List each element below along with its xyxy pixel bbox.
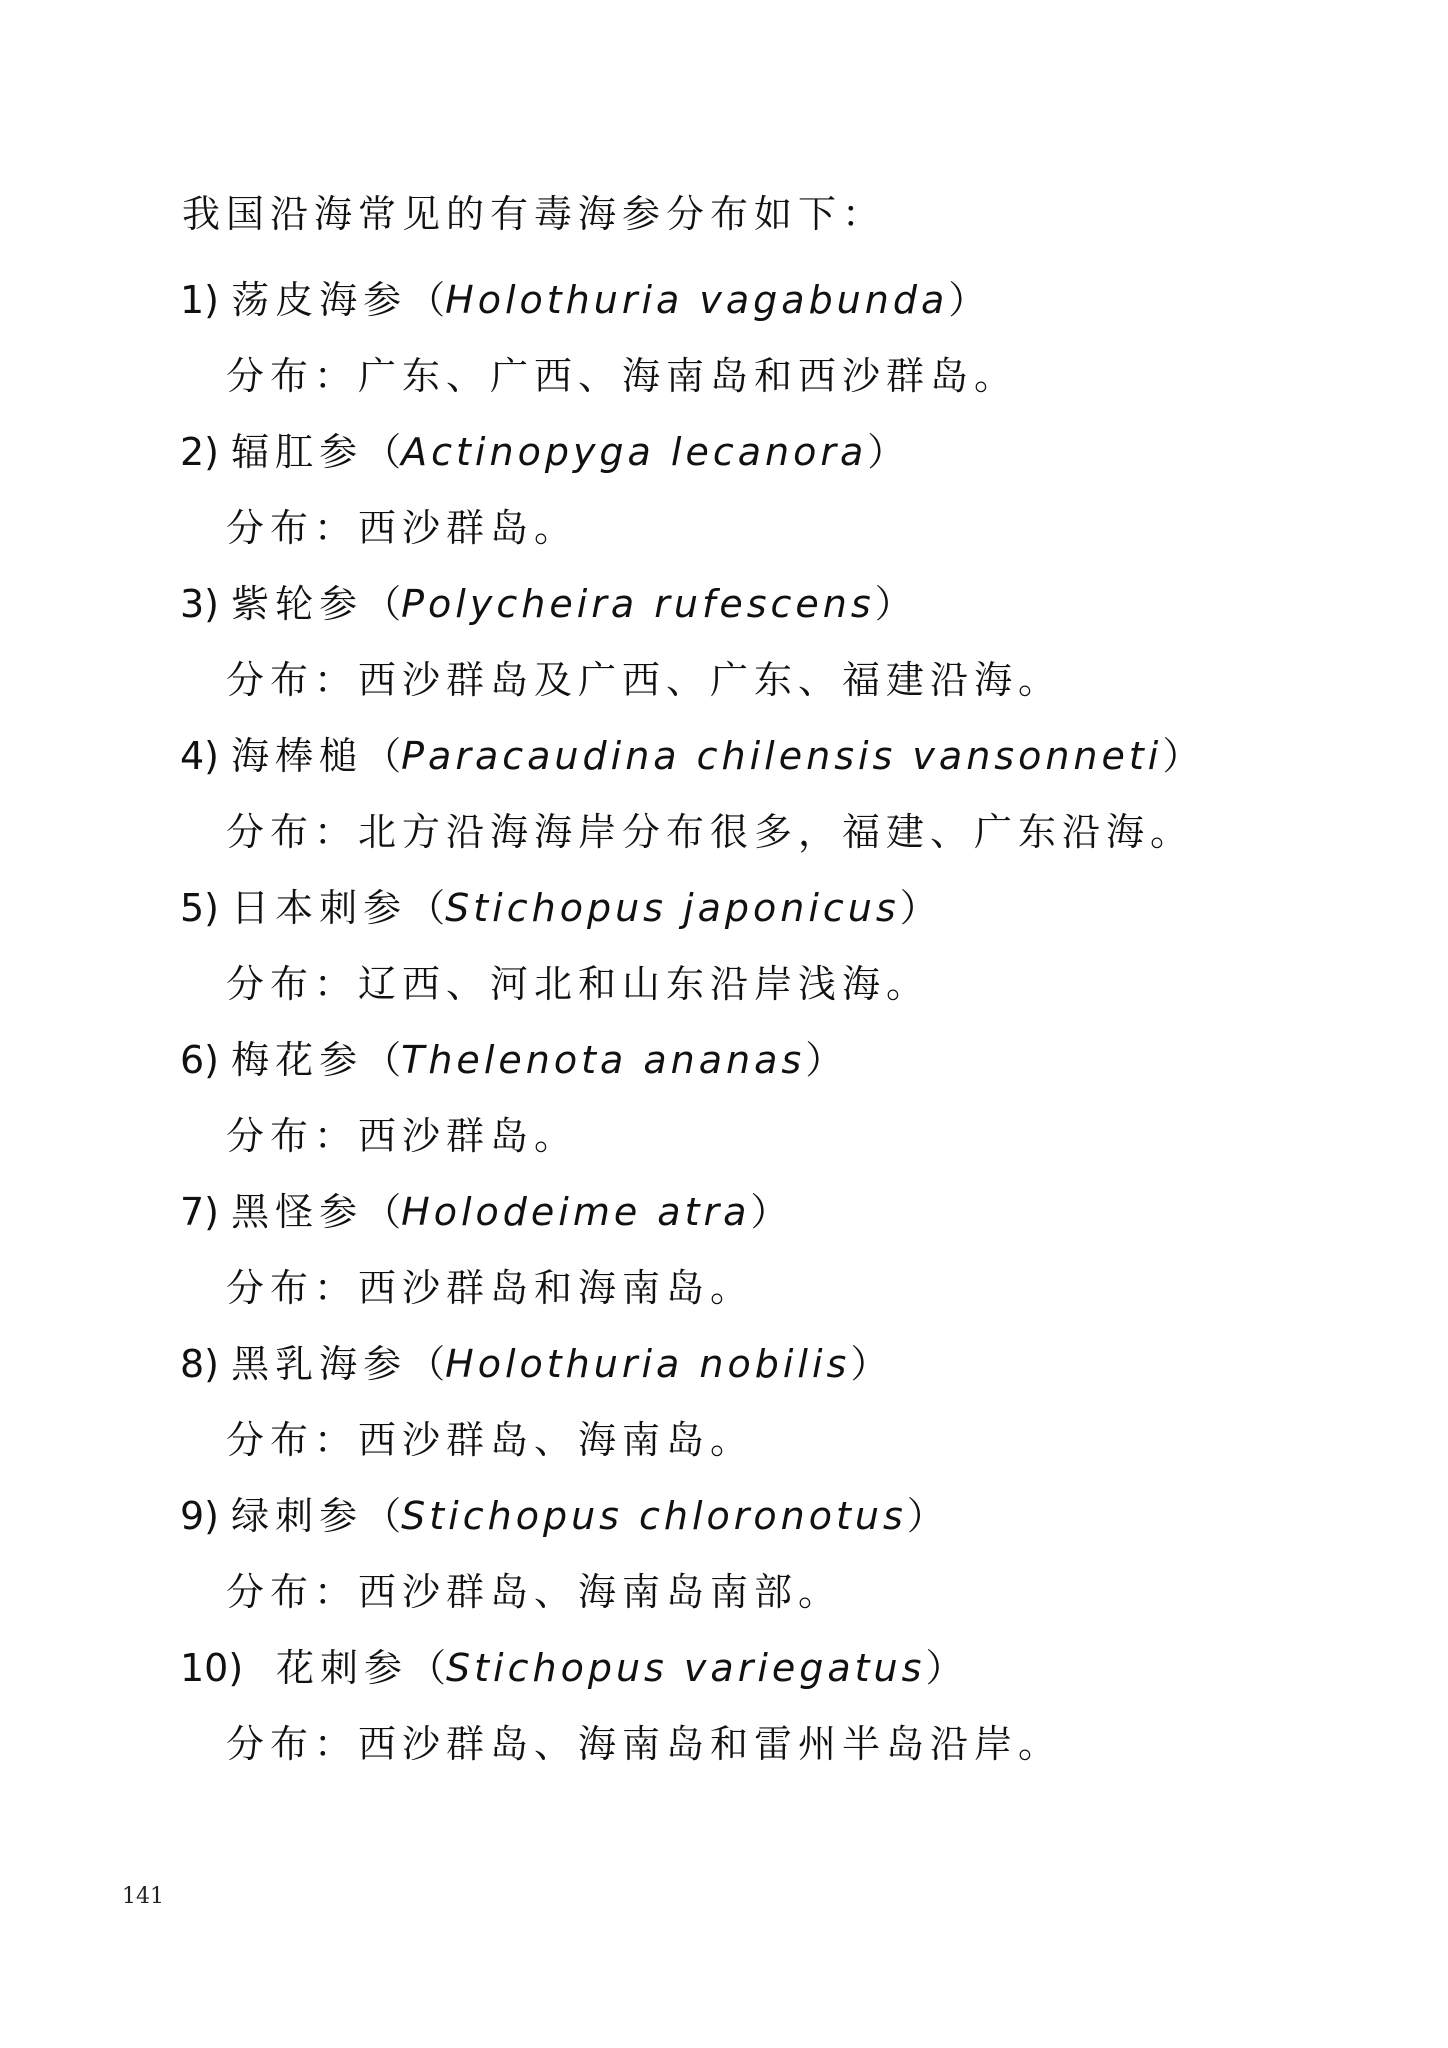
close-paren: ） [925,1646,964,1690]
item-number: 6) [180,1038,220,1082]
open-paren: （ [407,278,446,322]
species-latin-name: Polycheira rufescens [401,582,875,626]
close-paren: ） [948,278,987,322]
list-item [180,1326,1360,1478]
open-paren: （ [363,734,402,778]
item-number: 10) [180,1646,244,1690]
species-chinese-name: 黑乳海参 [231,1342,408,1386]
species-chinese-name: 荡皮海参 [231,278,408,322]
close-paren: ） [1162,734,1201,778]
species-heading [180,1478,1360,1554]
species-chinese-name: 花刺参 [276,1646,409,1690]
close-paren: ） [867,430,906,474]
open-paren: （ [408,1646,447,1690]
open-paren: （ [407,1342,446,1386]
species-distribution: 分布：辽西、河北和山东沿岸浅海。 [226,962,931,1006]
close-paren: ） [899,886,938,930]
list-item [180,414,1360,566]
list-item [180,1174,1360,1326]
open-paren: （ [363,1190,402,1234]
species-heading [180,1174,1360,1250]
species-heading [180,414,1360,490]
item-number: 3) [180,582,220,626]
species-distribution: 分布：西沙群岛、海南岛和雷州半岛沿岸。 [226,1722,1063,1766]
species-chinese-name: 黑怪参 [231,1190,364,1234]
species-distribution: 分布：广东、广西、海南岛和西沙群岛。 [226,354,1019,398]
species-distribution: 分布：西沙群岛。 [226,506,579,550]
item-number: 7) [180,1190,220,1234]
close-paren: ） [805,1038,844,1082]
species-heading [180,718,1360,794]
species-chinese-name: 辐肛参 [231,430,364,474]
close-paren: ） [750,1190,789,1234]
species-distribution: 分布：西沙群岛、海南岛。 [226,1418,755,1462]
species-distribution: 分布：西沙群岛和海南岛。 [226,1266,755,1310]
intro-text: 我国沿海常见的有毒海参分布如下： [182,192,887,236]
page-number: 141 [122,1884,164,1909]
close-paren: ） [906,1494,945,1538]
open-paren: （ [407,886,446,930]
species-chinese-name: 绿刺参 [231,1494,364,1538]
species-latin-name: Stichopus chloronotus [401,1494,907,1538]
list-item [180,566,1360,718]
species-chinese-name: 日本刺参 [231,886,408,930]
item-number: 5) [180,886,220,930]
close-paren: ） [850,1342,889,1386]
species-distribution: 分布：西沙群岛及广西、广东、福建沿海。 [226,658,1063,702]
species-heading [180,1326,1360,1402]
species-heading [180,1022,1360,1098]
list-item [180,1022,1360,1174]
list-item [180,1478,1360,1630]
item-number: 2) [180,430,220,474]
item-number: 8) [180,1342,220,1386]
species-latin-name: Stichopus japonicus [445,886,900,930]
species-distribution: 分布：北方沿海海岸分布很多，福建、广东沿海。 [226,810,1195,854]
close-paren: ） [874,582,913,626]
species-latin-name: Thelenota ananas [401,1038,806,1082]
species-latin-name: Holodeime atra [401,1190,751,1234]
open-paren: （ [363,1494,402,1538]
species-latin-name: Holothuria nobilis [445,1342,851,1386]
species-chinese-name: 梅花参 [231,1038,364,1082]
open-paren: （ [363,582,402,626]
species-latin-name: Actinopyga lecanora [401,430,868,474]
species-chinese-name: 海棒槌 [231,734,364,778]
species-heading [180,1630,1360,1706]
open-paren: （ [363,1038,402,1082]
list-item [180,262,1360,414]
species-heading [180,262,1360,338]
sea-cucumber-list [180,262,1360,1782]
species-chinese-name: 紫轮参 [231,582,364,626]
open-paren: （ [363,430,402,474]
item-number: 1) [180,278,220,322]
item-number: 9) [180,1494,220,1538]
list-item [180,870,1360,1022]
species-latin-name: Paracaudina chilensis vansonneti [401,734,1163,778]
list-item [180,718,1360,870]
species-latin-name: Holothuria vagabunda [445,278,949,322]
item-number: 4) [180,734,220,778]
species-latin-name: Stichopus variegatus [446,1646,926,1690]
species-heading [180,870,1360,946]
species-distribution: 分布：西沙群岛。 [226,1114,579,1158]
species-distribution: 分布：西沙群岛、海南岛南部。 [226,1570,843,1614]
list-item [180,1630,1360,1782]
species-heading [180,566,1360,642]
